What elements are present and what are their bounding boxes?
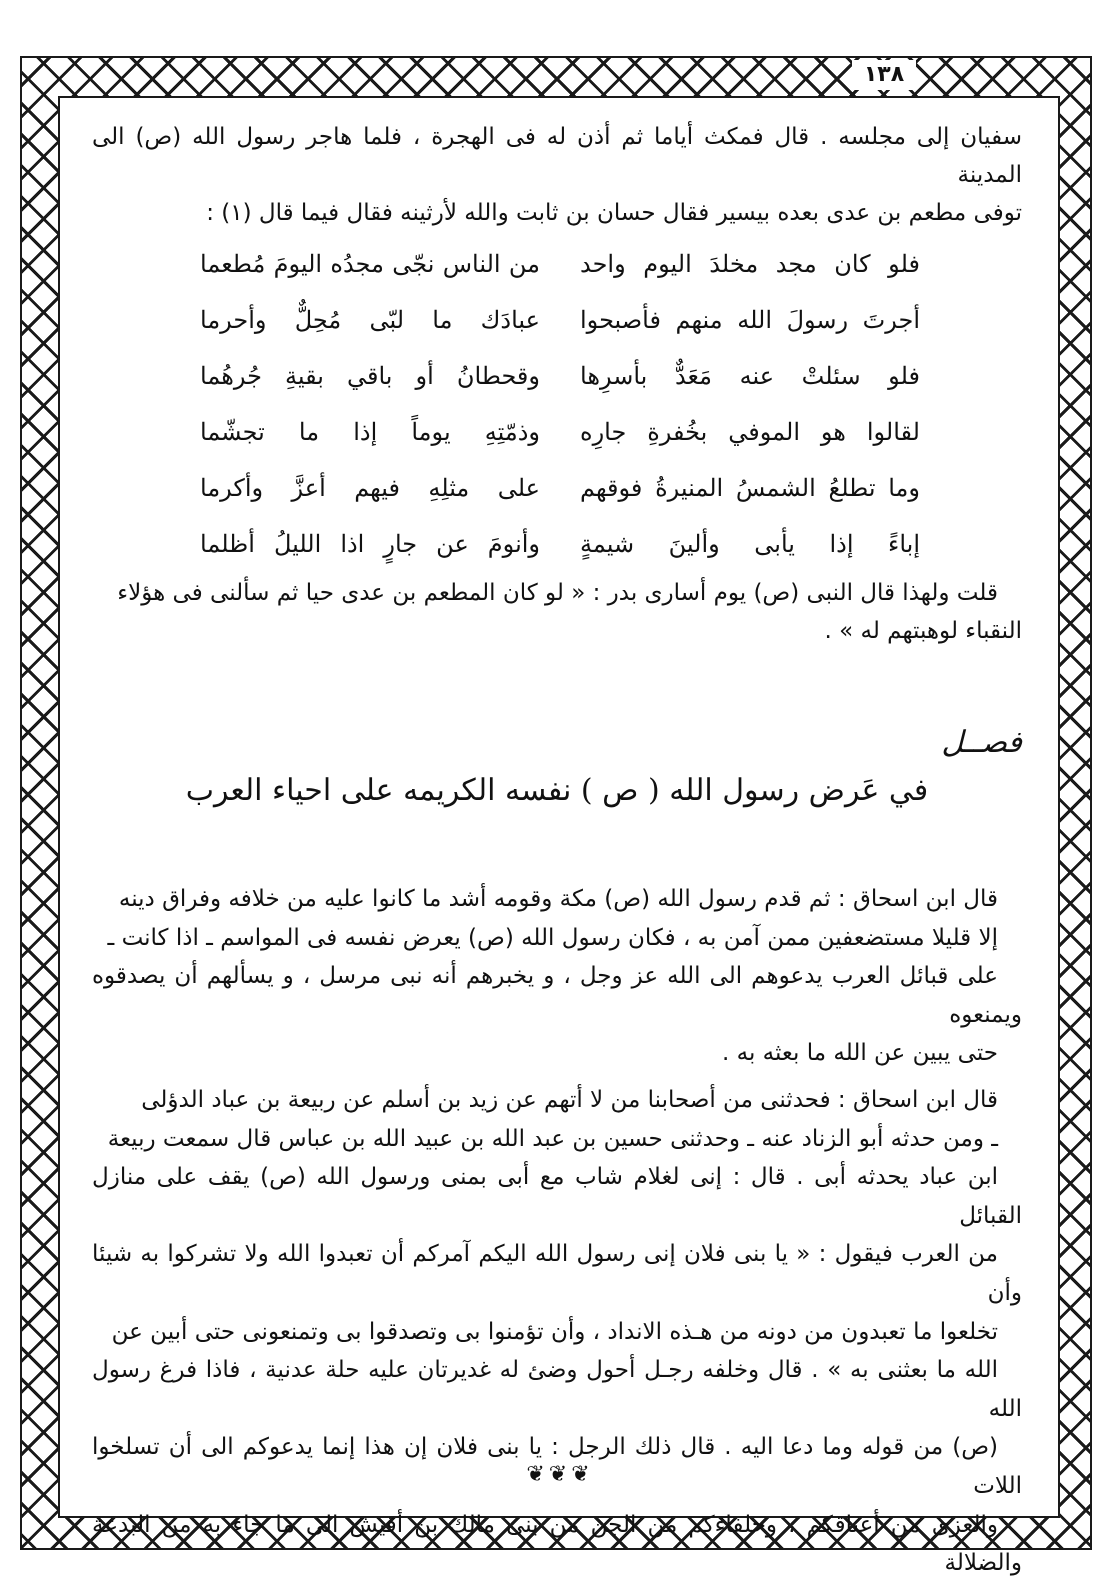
verse-second-half: وذمّتِهِ يوماً إذا ما تجشّما — [200, 418, 540, 446]
verse-second-half: وقحطانُ أو باقي بقيةِ جُرهُما — [200, 362, 540, 390]
verse-second-half: وأنومَ عن جارٍ اذا الليلُ أظلما — [200, 530, 540, 558]
verse-first-half: فلو سئلتْ عنه مَعَدٌّ بأسرِها — [580, 362, 920, 390]
paragraph-line: والعزى من أعناقكم ، وحلفاءكم من الجن من بنى مالك بن أقيش الى ما جاء به من البدعة والضلالة — [92, 1511, 1022, 1577]
paragraph-line: حتى يبين عن الله ما بعثه به . — [721, 1040, 998, 1067]
poem-verse — [200, 292, 920, 348]
verse-second-half: من الناس نجّى مجدُه اليومَ مُطعما — [200, 250, 540, 278]
section-word: فصــل — [941, 725, 1022, 760]
paragraph-line: إلا قليلا مستضعفين ممن آمن به ، فكان رسول الله (ص) يعرض نفسه فى المواسم ـ اذا كانت ـ — [107, 924, 998, 951]
verse-first-half: وما تطلعُ الشمسُ المنيرةُ فوقهم — [580, 474, 920, 502]
note-line: النقباء لوهبتهم له » . — [824, 618, 1022, 644]
paragraph-line: قال ابن اسحاق : فحدثنى من أصحابنا من لا أتهم عن زيد بن أسلم عن ربيعة بن عباد الدؤلى — [141, 1086, 998, 1113]
poem-verse — [200, 460, 920, 516]
poem — [200, 236, 920, 572]
page-content — [92, 118, 1022, 1577]
poem-verse — [200, 348, 920, 404]
intro-text — [92, 118, 1022, 230]
poem-verse — [200, 516, 920, 572]
paragraph-line: على قبائل العرب يدعوهم الى الله عز وجل ، و يخبرهم أنه نبى مرسل ، و يسألهم أن يصدقوه ويمنعوه — [92, 963, 1022, 1028]
note-line: قلت ولهذا قال النبى (ص) يوم أسارى بدر : « لو كان المطعم بن عدى حيا ثم سألنى فى هؤلاء — [117, 580, 998, 606]
verse-second-half: على مثلِهِ فيهم أعزَّ وأكرما — [200, 474, 540, 502]
footer-ornament: ❦❦❦ — [526, 1462, 594, 1487]
verse-first-half: لقالوا هو الموفي بخُفرةِ جارِه — [580, 418, 920, 446]
paragraph — [92, 1081, 1022, 1583]
paragraph-line: ـ ومن حدثه أبو الزناد عنه ـ وحدثنى حسين بن عبد الله بن عبيد الله بن عباس قال سمعت ربيعة — [107, 1125, 998, 1152]
paragraph-line: تخلعوا ما تعبدون من دونه من هـذه الانداد ، وأن تؤمنوا بى وتصدقوا بى وتمنعونى حتى أبين عن — [111, 1318, 998, 1345]
poem-verse — [200, 236, 920, 292]
page-number: ١٣٨ — [852, 60, 916, 90]
paragraph — [92, 880, 1022, 1073]
chapter-heading: في عَرض رسول الله ( ص ) نفسه الكريمه على احياء العرب — [185, 773, 929, 808]
verse-first-half: إباءً إذا يأبى وألينَ شيمةٍ — [580, 530, 920, 558]
paragraph-line: ابن عباد يحدثه أبى . قال : إنى لغلام شاب مع أبى بمنى ورسول الله (ص) يقف على منازل القبائل — [92, 1164, 1022, 1229]
intro-line: سفيان إلى مجلسه . قال فمكث أياما ثم أذن له فى الهجرة ، فلما هاجر رسول الله (ص) الى المدينة — [92, 124, 1022, 188]
poem-verse — [200, 404, 920, 460]
verse-first-half: أجرتَ رسولَ الله منهم فأصبحوا — [580, 306, 920, 334]
paragraph-line: الله ما بعثنى به » . قال وخلفه رجـل أحول وضئ له غديرتان عليه حلة عدنية ، فاذا فرغ رسول الله — [92, 1357, 1022, 1422]
paragraph-line: من العرب فيقول : « يا بنى فلان إنى رسول الله اليكم آمركم أن تعبدوا الله ولا تشركوا به شيئا وأن — [92, 1241, 1022, 1306]
paragraph-line: (ص) من قوله وما دعا اليه . قال ذلك الرجل : يا بنى فلان إن هذا إنما يدعوكم الى أن تسلخوا اللات — [92, 1434, 1022, 1499]
intro-line: توفى مطعم بن عدى بعده بيسير فقال حسان بن ثابت والله لأرثينه فقال فيما قال (١) : — [206, 200, 1022, 226]
verse-first-half: فلو كان مجد مخلدَ اليوم واحد — [580, 250, 920, 278]
note-text — [92, 574, 1022, 650]
verse-second-half: عبادَك ما لبّى مُحِلٌّ وأحرما — [200, 306, 540, 334]
paragraph-line: قال ابن اسحاق : ثم قدم رسول الله (ص) مكة وقومه أشد ما كانوا عليه من خلافه وفراق دينه — [118, 886, 998, 912]
